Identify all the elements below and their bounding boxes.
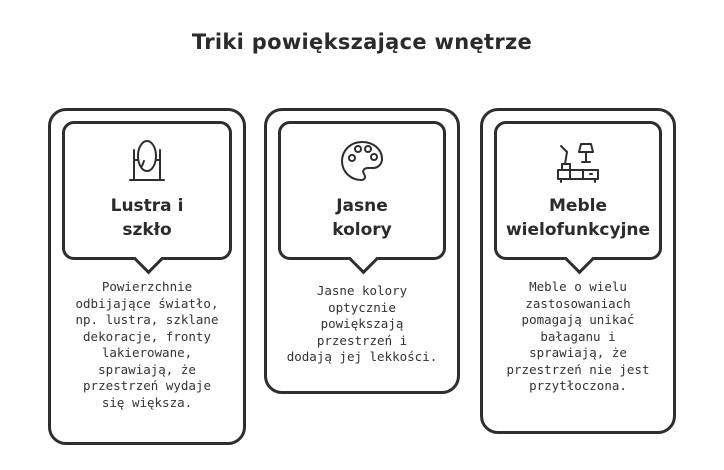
mirror-icon [122, 136, 172, 186]
card-pointer [349, 245, 379, 275]
card-description: Meble o wielu zastosowaniach pomagają unikać bałaganu i sprawiają, że przestrzeń nie jest przytłoczona. [506, 279, 650, 393]
card-pointer [134, 245, 164, 275]
card-description: Powierzchnie odbijające światło, np. lustra, szklane dekoracje, fronty lakierowane, sprawiają, że przestrzeń wydaje się większa. [75, 279, 219, 410]
card-description: Jasne kolory optycznie powiększają przestrzeń i dodają jej lekkości. [286, 283, 438, 364]
card-title: Meble wielofunkcyjne [505, 196, 651, 240]
card-header [278, 121, 446, 260]
card-pointer [565, 245, 595, 275]
furniture-icon [553, 136, 603, 186]
card-title: Jasne kolory [332, 196, 392, 240]
card-title: Lustra i szkło [110, 196, 184, 240]
card-mirrors [48, 108, 246, 445]
palette-icon [337, 136, 387, 186]
card-header [494, 121, 662, 260]
card-light-colors [264, 108, 460, 394]
card-header [62, 121, 232, 260]
card-multifunction-furniture [480, 108, 676, 434]
diagram-title: Triki powiększające wnętrze [191, 30, 533, 54]
